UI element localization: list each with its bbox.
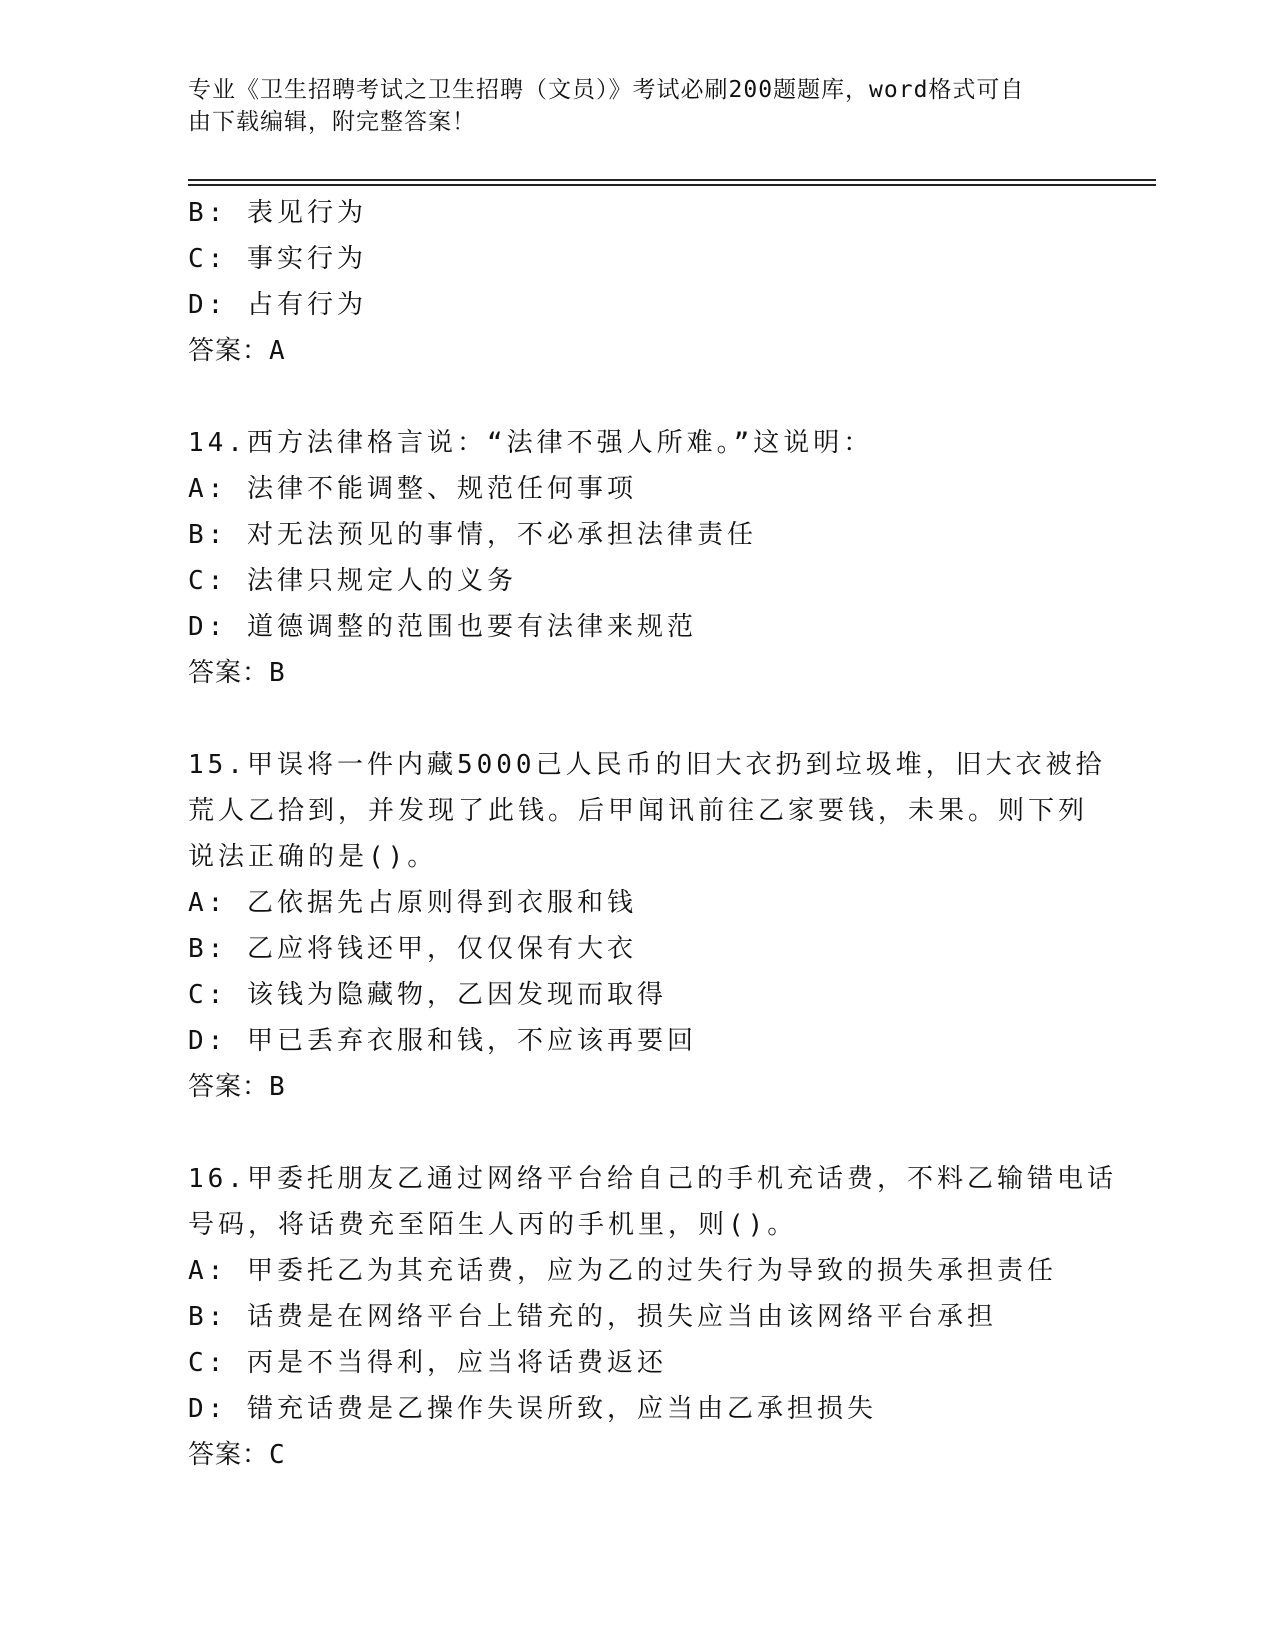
option-c: C: 法律只规定人的义务 — [188, 566, 517, 596]
spacer — [188, 374, 1088, 420]
document-header — [188, 74, 1088, 138]
option-b: B: 对无法预见的事情，不必承担法律责任 — [188, 520, 757, 550]
option-c: C: 丙是不当得利，应当将话费返还 — [188, 1348, 667, 1378]
header-line-1: 专业《卫生招聘考试之卫生招聘（文员）》考试必刷200题题库，word格式可自 — [188, 77, 1025, 103]
option-a: A: 乙依据先占原则得到衣服和钱 — [188, 888, 637, 918]
option-d: D: 甲已丢弃衣服和钱，不应该再要回 — [188, 1026, 697, 1056]
question-list — [188, 190, 1117, 1478]
option-b: B: 表见行为 — [188, 198, 367, 228]
option-b: B: 乙应将钱还甲，仅仅保有大衣 — [188, 934, 637, 964]
question-text-line: 14.西方法律格言说：“法律不强人所难。”这说明： — [188, 428, 874, 458]
question-13 — [188, 190, 1088, 374]
question-text-line: 号码，将话费充至陌生人丙的手机里，则()。 — [188, 1210, 798, 1240]
question-text-line: 16.甲委托朋友乙通过网络平台给自己的手机充话费，不料乙输错电话 — [188, 1164, 1117, 1194]
answer-line: 答案：A — [188, 336, 286, 366]
question-text-line: 15.甲误将一件内藏5000己人民币的旧大衣扔到垃圾堆，旧大衣被拾 — [188, 750, 1106, 780]
question-text — [188, 420, 1088, 466]
header-divider-bottom — [188, 184, 1156, 186]
option-a: A: 法律不能调整、规范任何事项 — [188, 474, 637, 504]
header-line-2: 由下载编辑，附完整答案！ — [188, 109, 476, 135]
question-15 — [188, 742, 1106, 1110]
spacer — [188, 696, 1088, 742]
answer-line: 答案：B — [188, 1072, 286, 1102]
option-d: D: 错充话费是乙操作失误所致，应当由乙承担损失 — [188, 1394, 877, 1424]
question-14 — [188, 420, 1088, 696]
question-text — [188, 1156, 1117, 1248]
header-divider-top — [188, 179, 1156, 181]
spacer — [188, 1110, 1088, 1156]
answer-line: 答案：B — [188, 658, 286, 688]
question-text-line: 荒人乙拾到，并发现了此钱。后甲闻讯前往乙家要钱，未果。则下列 — [188, 796, 1089, 826]
question-text-line: 说法正确的是()。 — [188, 842, 438, 872]
option-d: D: 占有行为 — [188, 290, 367, 320]
option-c: C: 该钱为隐藏物，乙因发现而取得 — [188, 980, 667, 1010]
option-b: B: 话费是在网络平台上错充的，损失应当由该网络平台承担 — [188, 1302, 997, 1332]
answer-line: 答案：C — [188, 1440, 286, 1470]
option-a: A: 甲委托乙为其充话费，应为乙的过失行为导致的损失承担责任 — [188, 1256, 1057, 1286]
question-text — [188, 742, 1106, 880]
question-16 — [188, 1156, 1117, 1478]
option-d: D: 道德调整的范围也要有法律来规范 — [188, 612, 697, 642]
option-c: C: 事实行为 — [188, 244, 367, 274]
